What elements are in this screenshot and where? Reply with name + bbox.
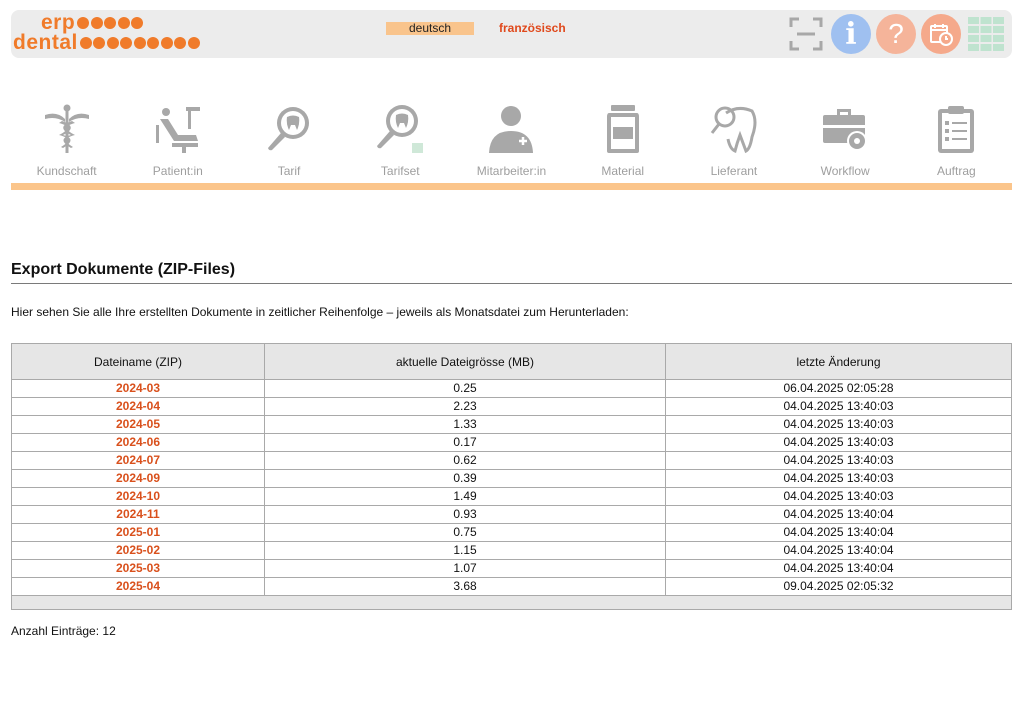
filename-cell [12, 398, 265, 416]
jar-icon [595, 100, 651, 158]
language-french-button[interactable]: französisch [499, 21, 566, 35]
zip-download-link[interactable]: 2025-03 [115, 561, 161, 575]
filesize-cell: 0.17 [265, 434, 666, 452]
zip-download-link[interactable]: 2024-04 [115, 399, 161, 413]
scan-icon[interactable] [786, 14, 826, 54]
column-header-filename[interactable]: Dateiname (ZIP) [12, 344, 265, 380]
nav-item-kundschaft[interactable] [11, 100, 122, 182]
info-icon[interactable]: i [831, 14, 871, 54]
zip-download-link[interactable]: 2025-02 [115, 543, 161, 557]
page-title: Export Dokumente (ZIP-Files) [11, 261, 236, 278]
nav-label: Auftrag [937, 164, 976, 178]
table-footer-row [12, 596, 1012, 610]
filesize-cell: 0.39 [265, 470, 666, 488]
intro-text: Hier sehen Sie alle Ihre erstellten Dokumente in zeitlicher Reihenfolge – jeweils als Monatsdatei zum Herunterladen: [11, 305, 629, 319]
zip-download-link[interactable]: 2024-05 [115, 417, 161, 431]
title-divider [11, 283, 1012, 284]
tooth-magnifier-set-icon [372, 100, 428, 158]
table-row [12, 488, 1012, 506]
help-icon[interactable]: ? [876, 14, 916, 54]
modified-cell: 04.04.2025 13:40:04 [666, 542, 1012, 560]
filename-cell [12, 416, 265, 434]
entry-count: Anzahl Einträge: 12 [11, 624, 116, 638]
caduceus-icon [39, 100, 95, 158]
nav-item-material[interactable] [567, 100, 678, 182]
nav-label: Workflow [820, 164, 870, 178]
table-row [12, 506, 1012, 524]
table-row [12, 434, 1012, 452]
table-footer-cell [12, 596, 1012, 610]
filesize-cell: 1.49 [265, 488, 666, 506]
filesize-cell: 2.23 [265, 398, 666, 416]
table-row [12, 452, 1012, 470]
logo-dots [77, 17, 145, 29]
nav-item-tarifset[interactable] [345, 100, 456, 182]
filename-cell [12, 542, 265, 560]
zip-download-link[interactable]: 2025-04 [115, 579, 161, 593]
zip-download-link[interactable]: 2024-10 [115, 489, 161, 503]
filename-cell [12, 560, 265, 578]
filename-cell [12, 470, 265, 488]
filesize-cell: 0.75 [265, 524, 666, 542]
filesize-cell: 1.15 [265, 542, 666, 560]
zip-download-link[interactable]: 2024-11 [116, 507, 160, 521]
erp-dental-logo[interactable] [13, 13, 201, 53]
modified-cell: 04.04.2025 13:40:03 [666, 416, 1012, 434]
clipboard-icon [928, 100, 984, 158]
nav-item-auftrag[interactable] [901, 100, 1012, 182]
language-german-button[interactable]: deutsch [386, 22, 474, 35]
app-header [11, 10, 1012, 58]
nav-label: Lieferant [710, 164, 758, 178]
filesize-cell: 0.25 [265, 380, 666, 398]
zip-download-link[interactable]: 2024-03 [115, 381, 161, 395]
table-row [12, 470, 1012, 488]
table-row [12, 578, 1012, 596]
logo-text-dental: dental [13, 31, 78, 54]
zip-download-link[interactable]: 2025-01 [115, 525, 161, 539]
table-row [12, 398, 1012, 416]
modified-cell: 04.04.2025 13:40:03 [666, 488, 1012, 506]
tooth-magnifier-icon [261, 100, 317, 158]
nav-underline-bar [11, 183, 1012, 190]
nav-label: Kundschaft [36, 164, 97, 178]
zip-download-link[interactable]: 2024-09 [115, 471, 161, 485]
toolbox-gear-icon [817, 100, 873, 158]
calendar-clock-icon[interactable] [921, 14, 961, 54]
filename-cell [12, 506, 265, 524]
nav-label: Mitarbeiter:in [476, 164, 547, 178]
nav-item-workflow[interactable] [790, 100, 901, 182]
nav-item-tarif[interactable] [233, 100, 344, 182]
header-icon-bar [786, 14, 1006, 54]
nav-label: Patient:in [152, 164, 203, 178]
modified-cell: 04.04.2025 13:40:03 [666, 398, 1012, 416]
logo-text-erp: erp [41, 11, 76, 34]
tooth-supplier-icon [706, 100, 762, 158]
filename-cell [12, 452, 265, 470]
modified-cell: 06.04.2025 02:05:28 [666, 380, 1012, 398]
nav-label: Tarifset [380, 164, 420, 178]
table-row [12, 380, 1012, 398]
nav-label: Material [601, 164, 645, 178]
modified-cell: 04.04.2025 13:40:03 [666, 434, 1012, 452]
nav-label: Tarif [277, 164, 301, 178]
zip-download-link[interactable]: 2024-06 [115, 435, 161, 449]
modified-cell: 04.04.2025 13:40:04 [666, 506, 1012, 524]
staff-icon [483, 100, 539, 158]
modified-cell: 04.04.2025 13:40:03 [666, 452, 1012, 470]
table-row [12, 560, 1012, 578]
filesize-cell: 0.93 [265, 506, 666, 524]
zip-files-table [11, 343, 1012, 610]
modified-cell: 04.04.2025 13:40:03 [666, 470, 1012, 488]
nav-item-patient[interactable] [122, 100, 233, 182]
nav-item-lieferant[interactable] [678, 100, 789, 182]
table-header-row [12, 344, 1012, 380]
dental-chair-icon [150, 100, 206, 158]
filesize-cell: 3.68 [265, 578, 666, 596]
logo-dots [80, 37, 202, 49]
modified-cell: 04.04.2025 13:40:04 [666, 524, 1012, 542]
filename-cell [12, 488, 265, 506]
table-row [12, 416, 1012, 434]
table-row [12, 542, 1012, 560]
modified-cell: 04.04.2025 13:40:04 [666, 560, 1012, 578]
filename-cell [12, 434, 265, 452]
filesize-cell: 1.33 [265, 416, 666, 434]
filename-cell [12, 380, 265, 398]
column-header-modified[interactable]: letzte Änderung [666, 344, 1012, 380]
modified-cell: 09.04.2025 02:05:32 [666, 578, 1012, 596]
filesize-cell: 0.62 [265, 452, 666, 470]
main-navigation [11, 100, 1012, 182]
table-row [12, 524, 1012, 542]
grid-table-icon[interactable] [966, 14, 1006, 54]
filename-cell [12, 578, 265, 596]
filesize-cell: 1.07 [265, 560, 666, 578]
filename-cell [12, 524, 265, 542]
nav-item-mitarbeiter[interactable] [456, 100, 567, 182]
column-header-filesize[interactable]: aktuelle Dateigrösse (MB) [265, 344, 666, 380]
zip-download-link[interactable]: 2024-07 [115, 453, 161, 467]
